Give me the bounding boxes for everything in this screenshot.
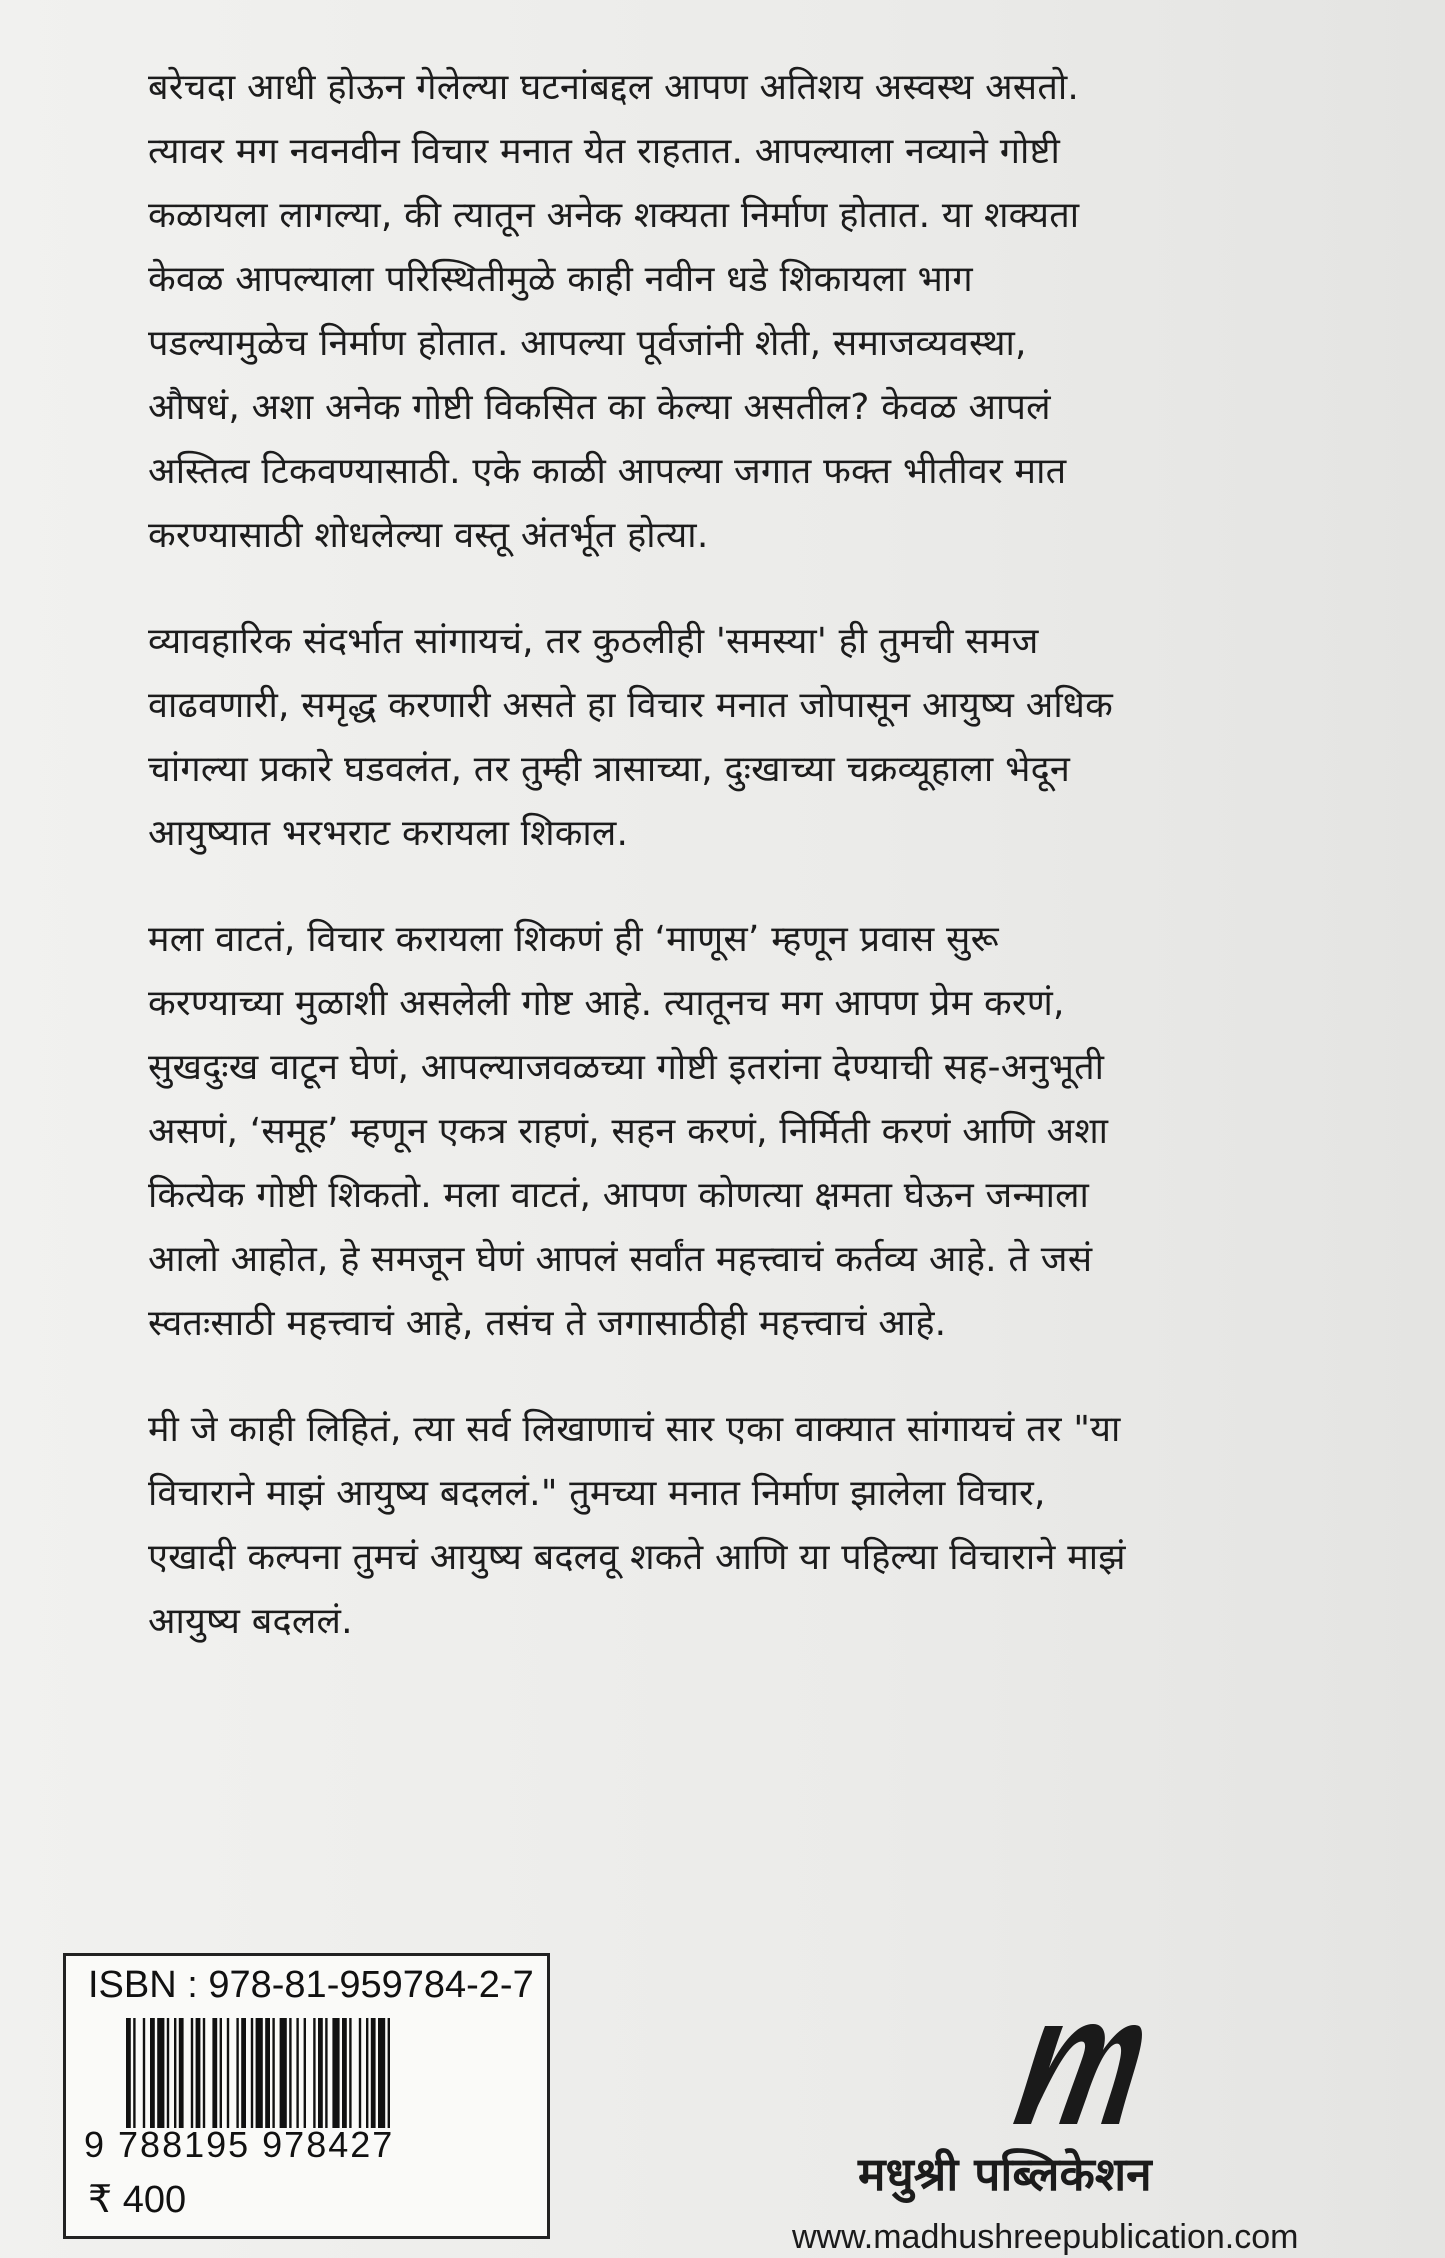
text-line: मला वाटतं, विचार करायला शिकणं ही ‘माणूस’ म्हणून प्रवास सुरू [148,919,999,960]
text-line: एखादी कल्पना तुमचं आयुष्य बदलवू शकते आणि या पहिल्या विचाराने माझं [148,1537,1126,1578]
text-line: बरेचदा आधी होऊन गेलेल्या घटनांबद्दल आपण अतिशय अस्वस्थ असतो. [148,67,1080,108]
text-line: अस्तित्व टिकवण्यासाठी. एके काळी आपल्या जगात फक्त भीतीवर मात [148,451,1067,492]
barcode-icon [126,2018,526,2128]
paragraph-2 [148,610,1323,866]
text-line: केवळ आपल्याला परिस्थितीमुळे काही नवीन धडे शिकायला भाग [148,259,973,300]
text-line: आयुष्य बदललं. [148,1601,353,1642]
m-logo-icon [1005,2012,1145,2132]
text-line: सुखदुःख वाटून घेणं, आपल्याजवळच्या गोष्टी इतरांना देण्याची सह-अनुभूती [148,1047,1105,1088]
text-line: पडल्यामुळेच निर्माण होतात. आपल्या पूर्वजांनी शेती, समाजव्यवस्था, [148,323,1027,364]
barcode-digits: 9 788195 978427 [84,2124,395,2165]
text-line: स्वतःसाठी महत्त्वाचं आहे, तसंच ते जगासाठीही महत्त्वाचं आहे. [148,1303,947,1344]
publisher-name: मधुश्री पब्लिकेशन [858,2147,1152,2201]
text-line: कळायला लागल्या, की त्यातून अनेक शक्यता निर्माण होतात. या शक्यता [148,195,1080,236]
text-line: चांगल्या प्रकारे घडवलंत, तर तुम्ही त्रासाच्या, दुःखाच्या चक्रव्यूहाला भेदून [148,749,1071,790]
text-line: व्यावहारिक संदर्भात सांगायचं, तर कुठलीही 'समस्या' ही तुमची समज [148,621,1039,662]
text-line: असणं, ‘समूह’ म्हणून एकत्र राहणं, सहन करणं, निर्मिती करणं आणि अशा [148,1111,1109,1152]
isbn-barcode-box [63,1953,550,2239]
text-line: वाढवणारी, समृद्ध करणारी असते हा विचार मनात जोपासून आयुष्य अधिक [148,685,1113,726]
text-line: कित्येक गोष्टी शिकतो. मला वाटतं, आपण कोणत्या क्षमता घेऊन जन्माला [148,1175,1090,1216]
text-line: करण्याच्या मुळाशी असलेली गोष्ट आहे. त्यातूनच मग आपण प्रेम करणं, [148,983,1065,1024]
text-line: विचाराने माझं आयुष्य बदललं." तुमच्या मनात निर्माण झालेला विचार, [148,1473,1046,1514]
paragraph-3 [148,908,1323,1356]
text-line: करण्यासाठी शोधलेल्या वस्तू अंतर्भूत होत्या. [148,515,709,556]
text-line: औषधं, अशा अनेक गोष्टी विकसित का केल्या असतील? केवळ आपलं [148,387,1051,428]
paragraph-4 [148,1398,1323,1654]
text-line: त्यावर मग नवनवीन विचार मनात येत राहतात. आपल्याला नव्याने गोष्टी [148,131,1061,172]
blurb-text [148,56,1323,1696]
text-line: आयुष्यात भरभराट करायला शिकाल. [148,813,629,854]
paragraph-1 [148,56,1323,568]
isbn-number: ISBN : 978-81-959784-2-7 [88,1964,534,2006]
text-line: मी जे काही लिहितं, त्या सर्व लिखाणाचं सार एका वाक्यात सांगायचं तर "या [148,1409,1121,1450]
price-label: ₹ 400 [88,2179,187,2221]
publisher-website: www.madhushreepublication.com [792,2218,1299,2256]
text-line: आलो आहोत, हे समजून घेणं आपलं सर्वांत महत्त्वाचं कर्तव्य आहे. ते जसं [148,1239,1093,1280]
